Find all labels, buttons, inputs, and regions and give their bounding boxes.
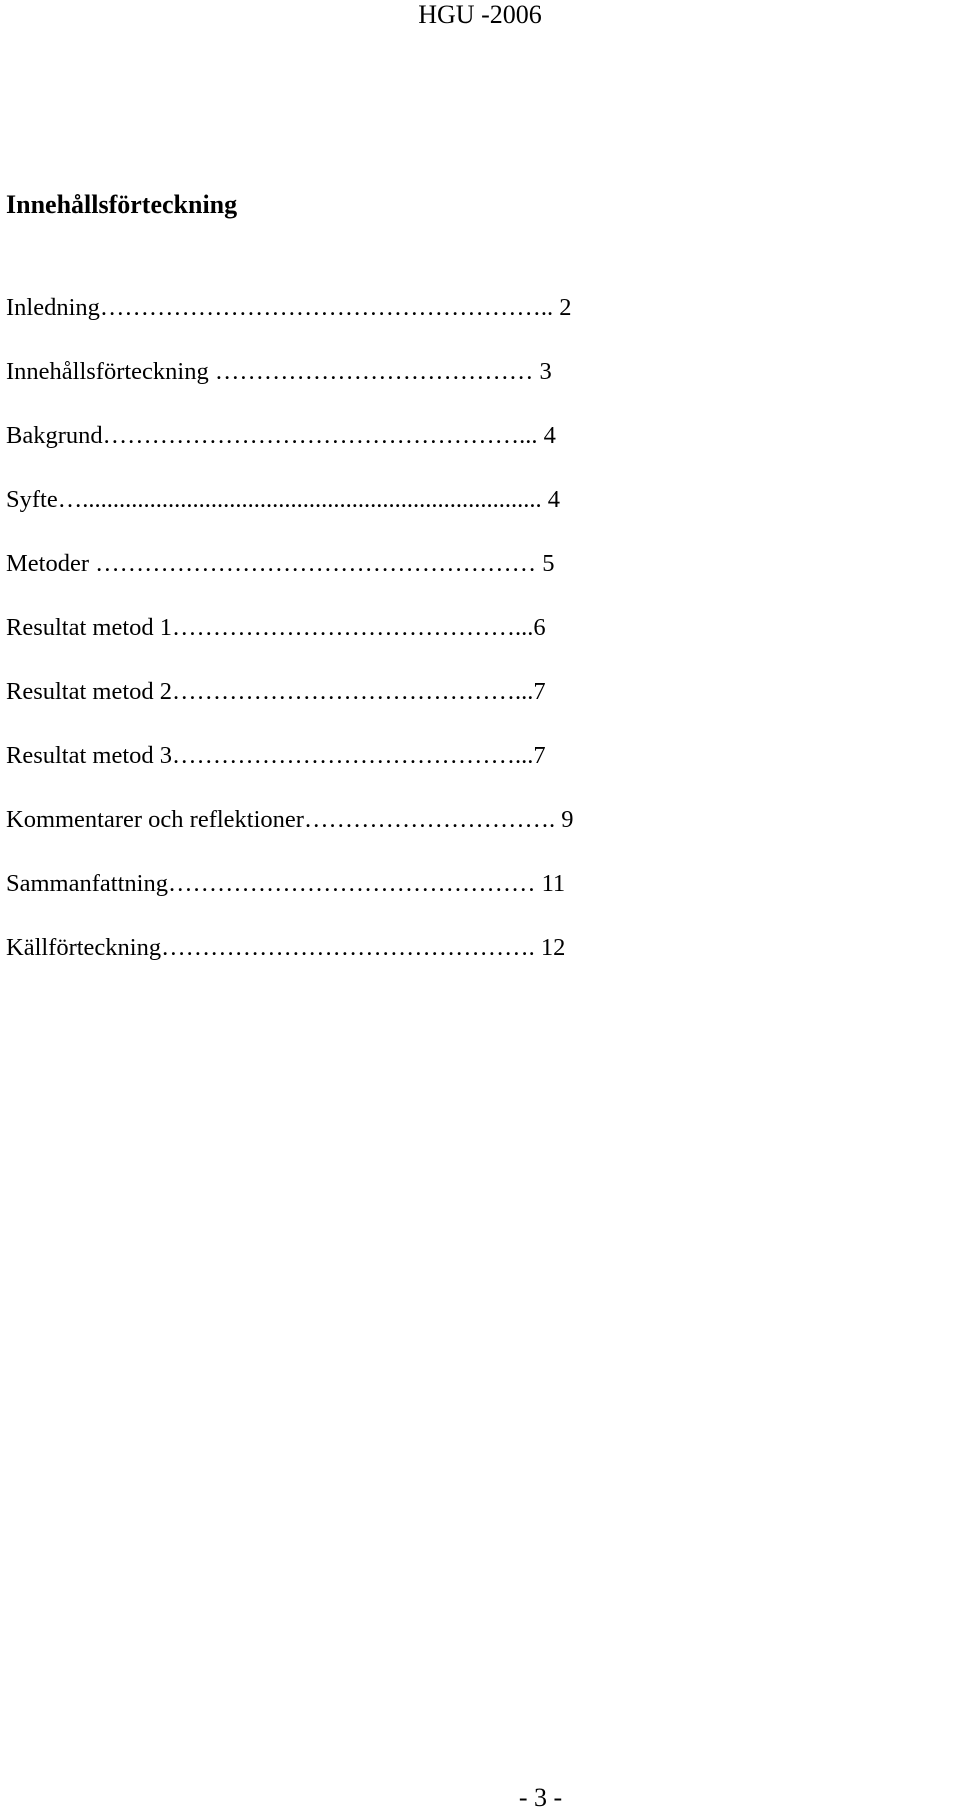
toc-entry-syfte: Syfte…........................................................................... 4 [6,486,560,513]
toc-entry-innehallsforteckning: Innehållsförteckning ………………………………… 3 [6,358,552,385]
toc-list [6,290,926,994]
toc-entry-sammanfattning: Sammanfattning……………………………………… 11 [6,870,566,897]
toc-entry-inledning: Inledning……………………………………………….. 2 [6,294,572,321]
page-number: - 3 - [518,1783,563,1812]
page-header: HGU -2006 [418,0,542,29]
toc-entry-resultat-metod-3: Resultat metod 3……………………………………...7 [6,742,546,769]
toc-entry-bakgrund: Bakgrund……………………………………………... 4 [6,422,556,449]
toc-entry-resultat-metod-2: Resultat metod 2……………………………………...7 [6,678,546,705]
toc-entry-kommentarer: Kommentarer och reflektioner…………………………. 9 [6,806,574,833]
toc-entry-metoder: Metoder ……………………………………………… 5 [6,550,555,577]
toc-entry-resultat-metod-1: Resultat metod 1……………………………………...6 [6,614,546,641]
toc-entry-kallforteckning: Källförteckning………………………………………. 12 [6,934,566,961]
toc-title: Innehållsförteckning [6,190,238,219]
